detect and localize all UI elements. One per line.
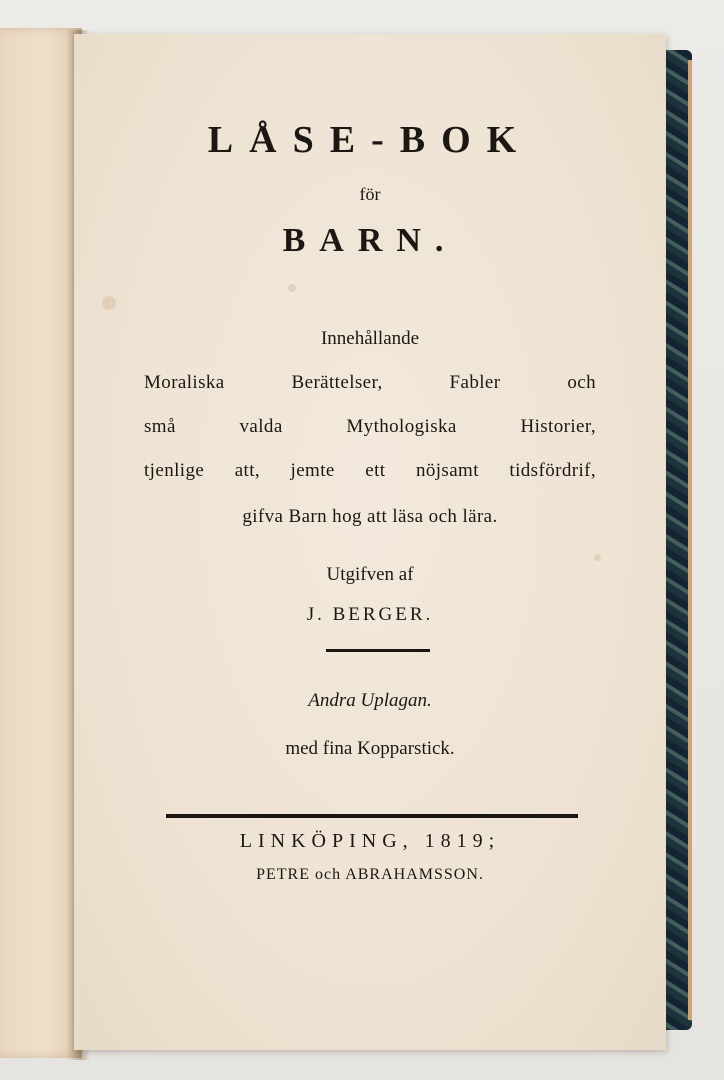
editor-label: Utgifven af	[326, 564, 414, 585]
contents-lead: Innehållande	[320, 328, 420, 349]
ornamental-rule	[326, 649, 430, 652]
description-line: små valda Mythologiska Historier,	[144, 416, 596, 437]
description-line: Moraliska Berättelser, Fabler och	[144, 372, 596, 393]
editor-name: J. BERGER.	[306, 604, 434, 625]
book-title: LÅSE-BOK	[207, 119, 533, 161]
foxing-spot	[102, 296, 116, 310]
title-connector: för	[359, 184, 381, 204]
imprint-rule	[166, 814, 578, 818]
title-page	[74, 34, 666, 1050]
edition-statement: Andra Uplagan.	[308, 690, 432, 711]
imprint-place-date: LINKÖPING, 1819;	[239, 830, 501, 852]
description-line: tjenlige att, jemte ett nöjsamt tidsfördrif,	[144, 460, 596, 481]
illustrations-note: med fina Kopparstick.	[285, 738, 455, 759]
cover-board-edge	[688, 60, 692, 1020]
book-title-line-2: BARN.	[282, 222, 458, 259]
imprint-publisher: PETRE och ABRAHAMSSON.	[256, 866, 484, 883]
foxing-spot	[288, 284, 296, 292]
foxing-spot	[594, 554, 601, 561]
description-line: gifva Barn hog att läsa och lära.	[242, 506, 498, 527]
